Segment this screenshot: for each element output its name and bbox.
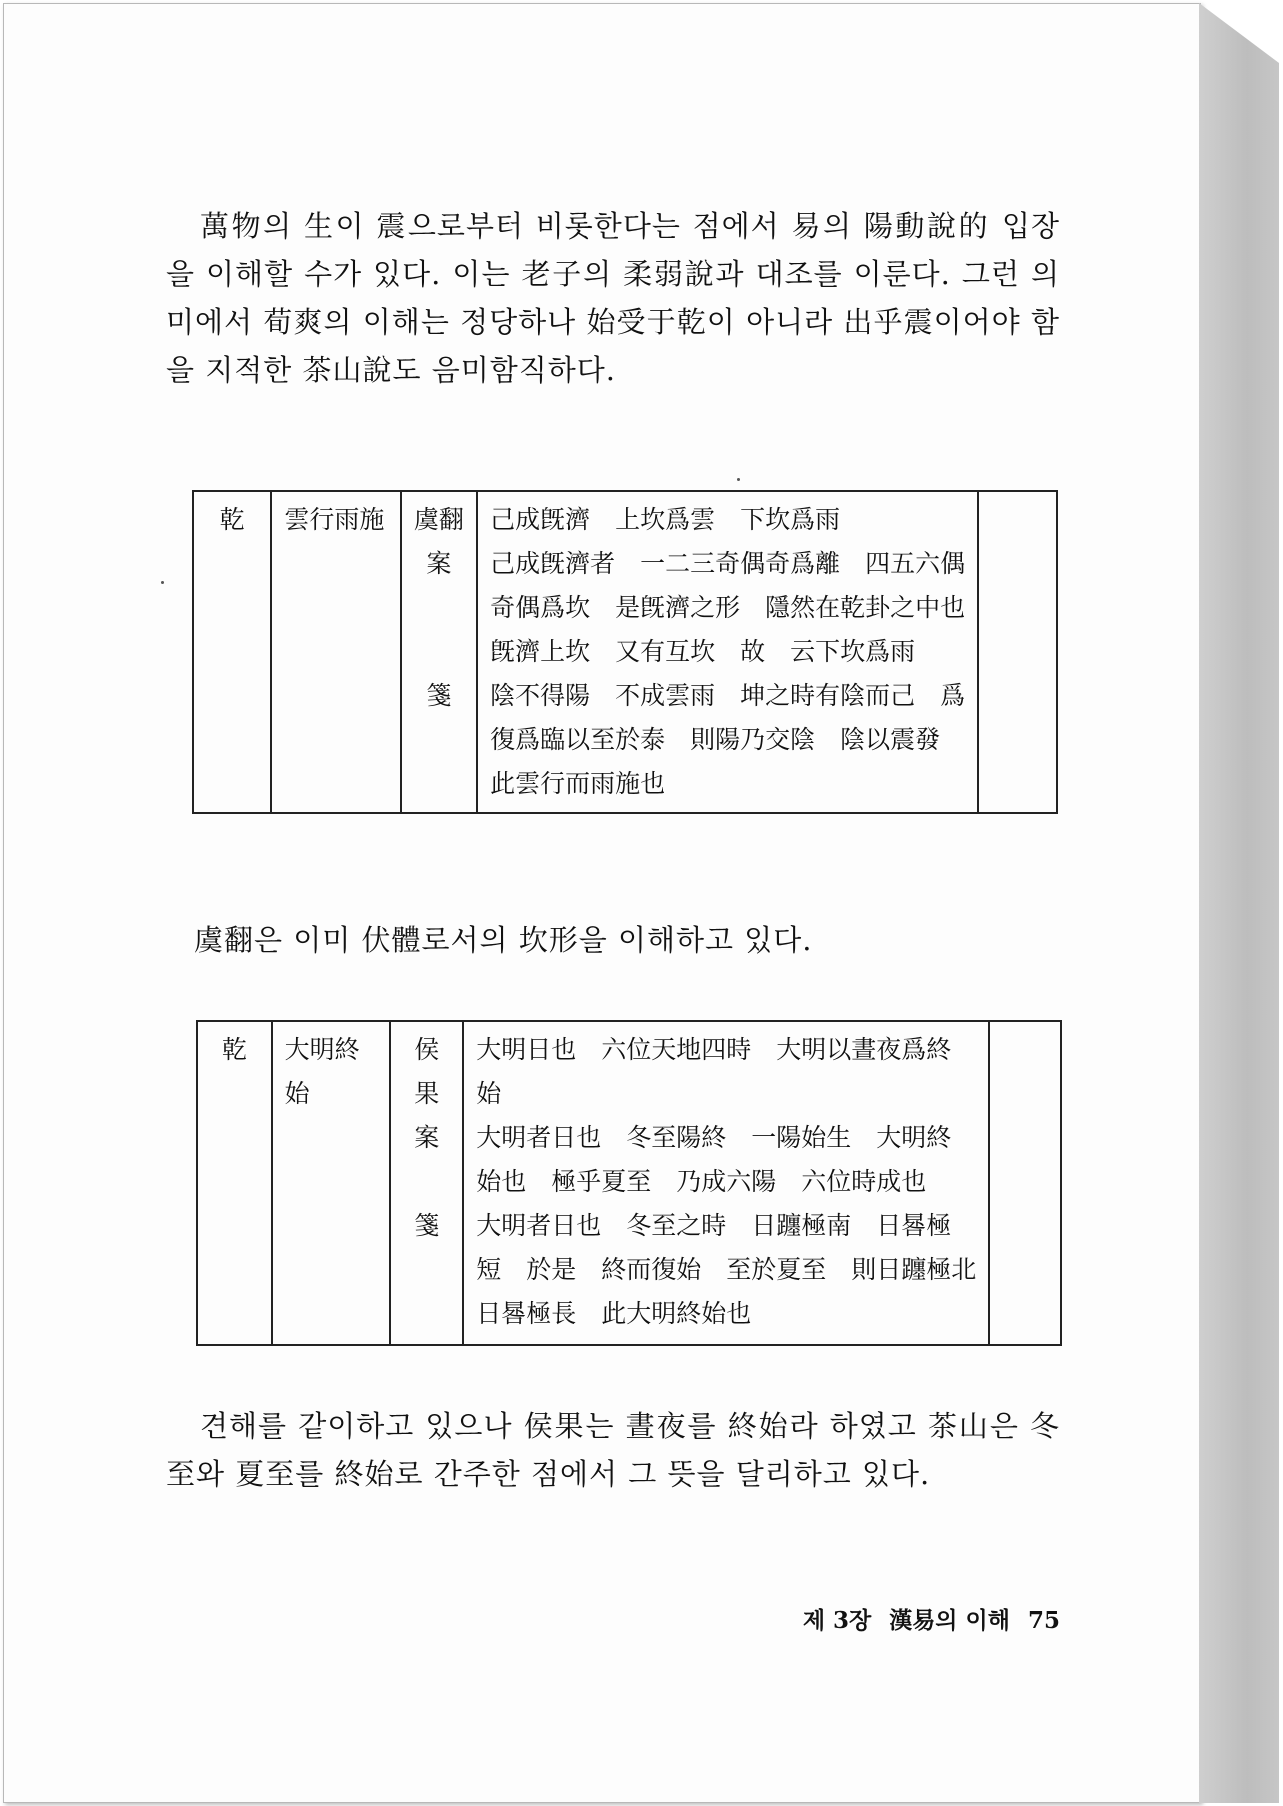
commentator-labels: 虞翻 案 箋: [401, 491, 477, 813]
scan-speck: [737, 478, 740, 481]
running-footer: [760, 1602, 1060, 1635]
commentator-labels: 侯果 案 箋: [390, 1021, 463, 1345]
intro-paragraph: 萬物의 生이 震으로부터 비롯한다는 점에서 易의 陽動說的 입장을 이해할 수가 있다. 이는 老子의 柔弱說과 대조를 이룬다. 그런 의미에서 荀爽의 이해는 정당하나 始受于乾이 아니라 出乎震이어야 함을 지적한 茶山說도 음미함직하다.: [166, 209, 1060, 387]
middle-paragraph: 虞翻은 이미 伏體로서의 坎形을 이해하고 있다.: [194, 923, 813, 957]
page-number: 75: [1027, 1607, 1060, 1634]
page-edge-shadow: [1199, 3, 1279, 1803]
empty-cell: [978, 491, 1057, 813]
hexagram-cell: 乾: [193, 491, 271, 813]
commentary-table-2: [196, 1020, 1062, 1346]
chapter-number: 제 3장: [802, 1607, 872, 1634]
chapter-title: 漢易의 이해: [889, 1607, 1010, 1634]
empty-cell: [989, 1021, 1061, 1345]
commentary-text: 己成旣濟 上坎爲雲 下坎爲雨 己成旣濟者 一二三奇偶奇爲離 四五六偶 奇偶爲坎 是旣濟之形 隱然在乾卦之中也 旣濟上坎 又有互坎 故 云下坎爲雨 陰不得陽 不成雲雨 坤之時有陰而己 爲 復爲臨以至於泰 則陽乃交陰 陰以震發 此雲行而雨施也: [477, 491, 978, 813]
phrase-cell: 雲行雨施: [271, 491, 400, 813]
phrase-cell: 大明終始: [272, 1021, 391, 1345]
commentary-table-1: [192, 490, 1058, 814]
hexagram-cell: 乾: [197, 1021, 272, 1345]
closing-paragraph: 견해를 같이하고 있으나 侯果는 晝夜를 終始라 하였고 茶山은 冬至와 夏至를 終始로 간주한 점에서 그 뜻을 달리하고 있다.: [166, 1409, 1060, 1491]
commentary-text: 大明日也 六位天地四時 大明以晝夜爲終 始 大明者日也 冬至陽終 一陽始生 大明終 始也 極乎夏至 乃成六陽 六位時成也 大明者日也 冬至之時 日躔極南 日晷極 短 於是 終而復始 至於夏至 則日躔極北 日晷極長 此大明終始也: [463, 1021, 989, 1345]
scan-speck: [161, 581, 164, 584]
